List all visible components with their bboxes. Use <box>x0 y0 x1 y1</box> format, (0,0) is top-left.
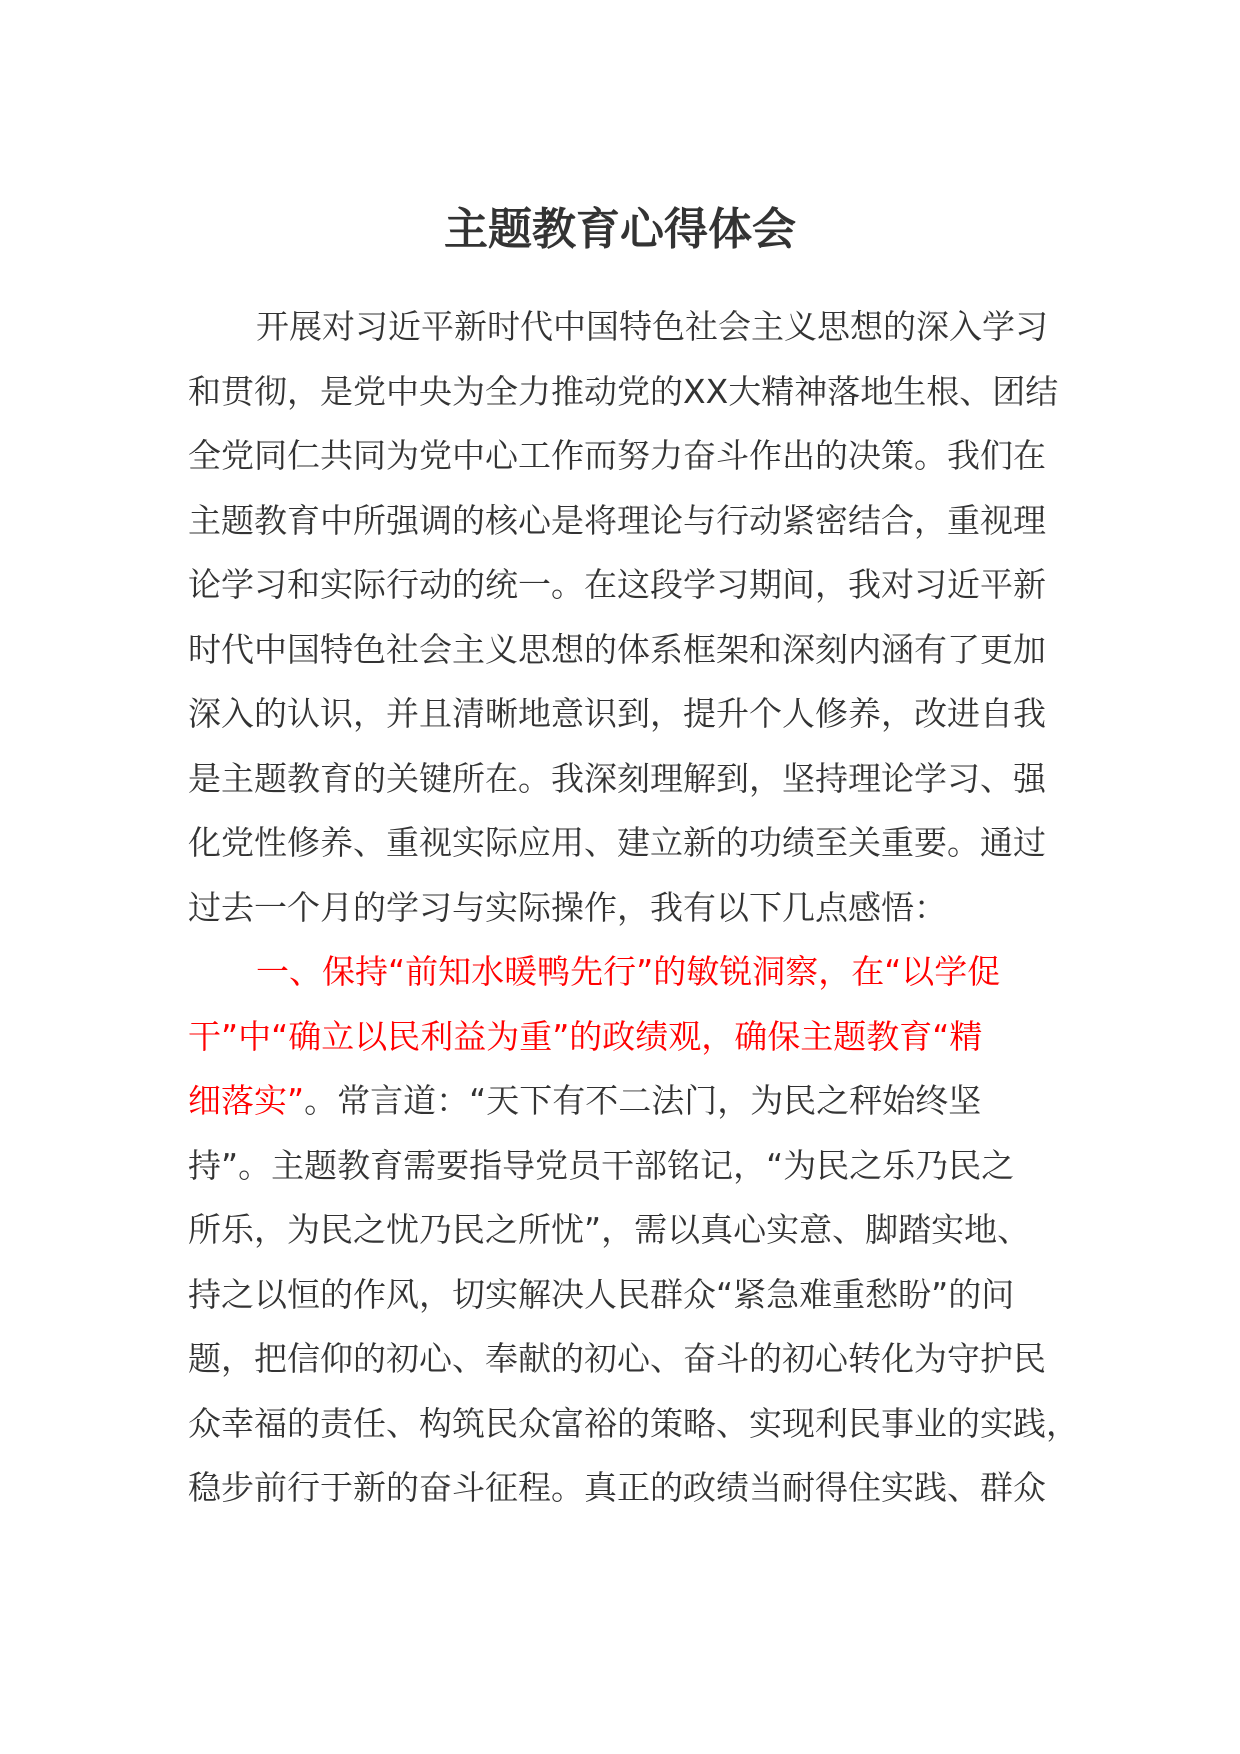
paragraph-1-line-10: 过去一个月的学习与实际操作，我有以下几点感悟： <box>188 887 947 927</box>
paragraph-1-line-6: 时代中国特色社会主义思想的体系框架和深刻内涵有了更加 <box>188 629 1046 669</box>
paragraph-2-line-2: 持”。主题教育需要指导党员干部铭记，“为民之乐乃民之 <box>188 1145 1015 1185</box>
document-body <box>188 295 1079 1521</box>
paragraph-1-line-8: 是主题教育的关键所在。我深刻理解到，坚持理论学习、强 <box>188 758 1046 798</box>
paragraph-1-line-9: 化党性修养、重视实际应用、建立新的功绩至关重要。通过 <box>188 823 1046 862</box>
paragraph-1-line-2: 和贯彻，是党中央为全力推动党的XX大精神落地生根、团结 <box>188 371 1059 411</box>
paragraph-2-line-4: 持之以恒的作风，切实解决人民群众“紧急难重愁盼”的问 <box>188 1274 1015 1314</box>
section-heading-line-1: 一、保持“前知水暖鸭先行”的敏锐洞察，在“以学促 <box>256 952 1001 991</box>
paragraph-2-line-1 <box>188 1069 1056 1134</box>
paragraph-2-line-6: 众幸福的责任、构筑民众富裕的策略、实现利民事业的实践， <box>188 1403 1079 1443</box>
paragraph-1-line-5: 论学习和实际行动的统一。在这段学习期间，我对习近平新 <box>188 565 1046 604</box>
paragraph-1-line-3: 全党同仁共同为党中心工作而努力奋斗作出的决策。我们在 <box>188 436 1046 475</box>
section-heading-line-2: 干”中“确立以民利益为重”的政绩观，确保主题教育“精 <box>188 1016 983 1056</box>
paragraph-2-line-5: 题，把信仰的初心、奉献的初心、奋斗的初心转化为守护民 <box>188 1339 1046 1378</box>
document-title: 主题教育心得体会 <box>444 204 796 255</box>
paragraph-2-line-3: 所乐，为民之忧乃民之所忧”，需以真心实意、脚踏实地、 <box>188 1210 1031 1249</box>
paragraph-1-line-7: 深入的认识，并且清晰地意识到，提升个人修养，改进自我 <box>188 694 1046 733</box>
paragraph-1-line-4: 主题教育中所强调的核心是将理论与行动紧密结合，重视理 <box>188 500 1046 540</box>
section-heading-line-3: 细落实” <box>188 1081 305 1120</box>
paragraph-2-line-7: 稳步前行于新的奋斗征程。真正的政绩当耐得住实践、群众 <box>188 1468 1046 1507</box>
paragraph-1-line-1: 开展对习近平新时代中国特色社会主义思想的深入学习 <box>256 307 1048 346</box>
paragraph-2-line-1-text: 。常言道：“天下有不二法门，为民之秤始终坚 <box>304 1081 982 1120</box>
